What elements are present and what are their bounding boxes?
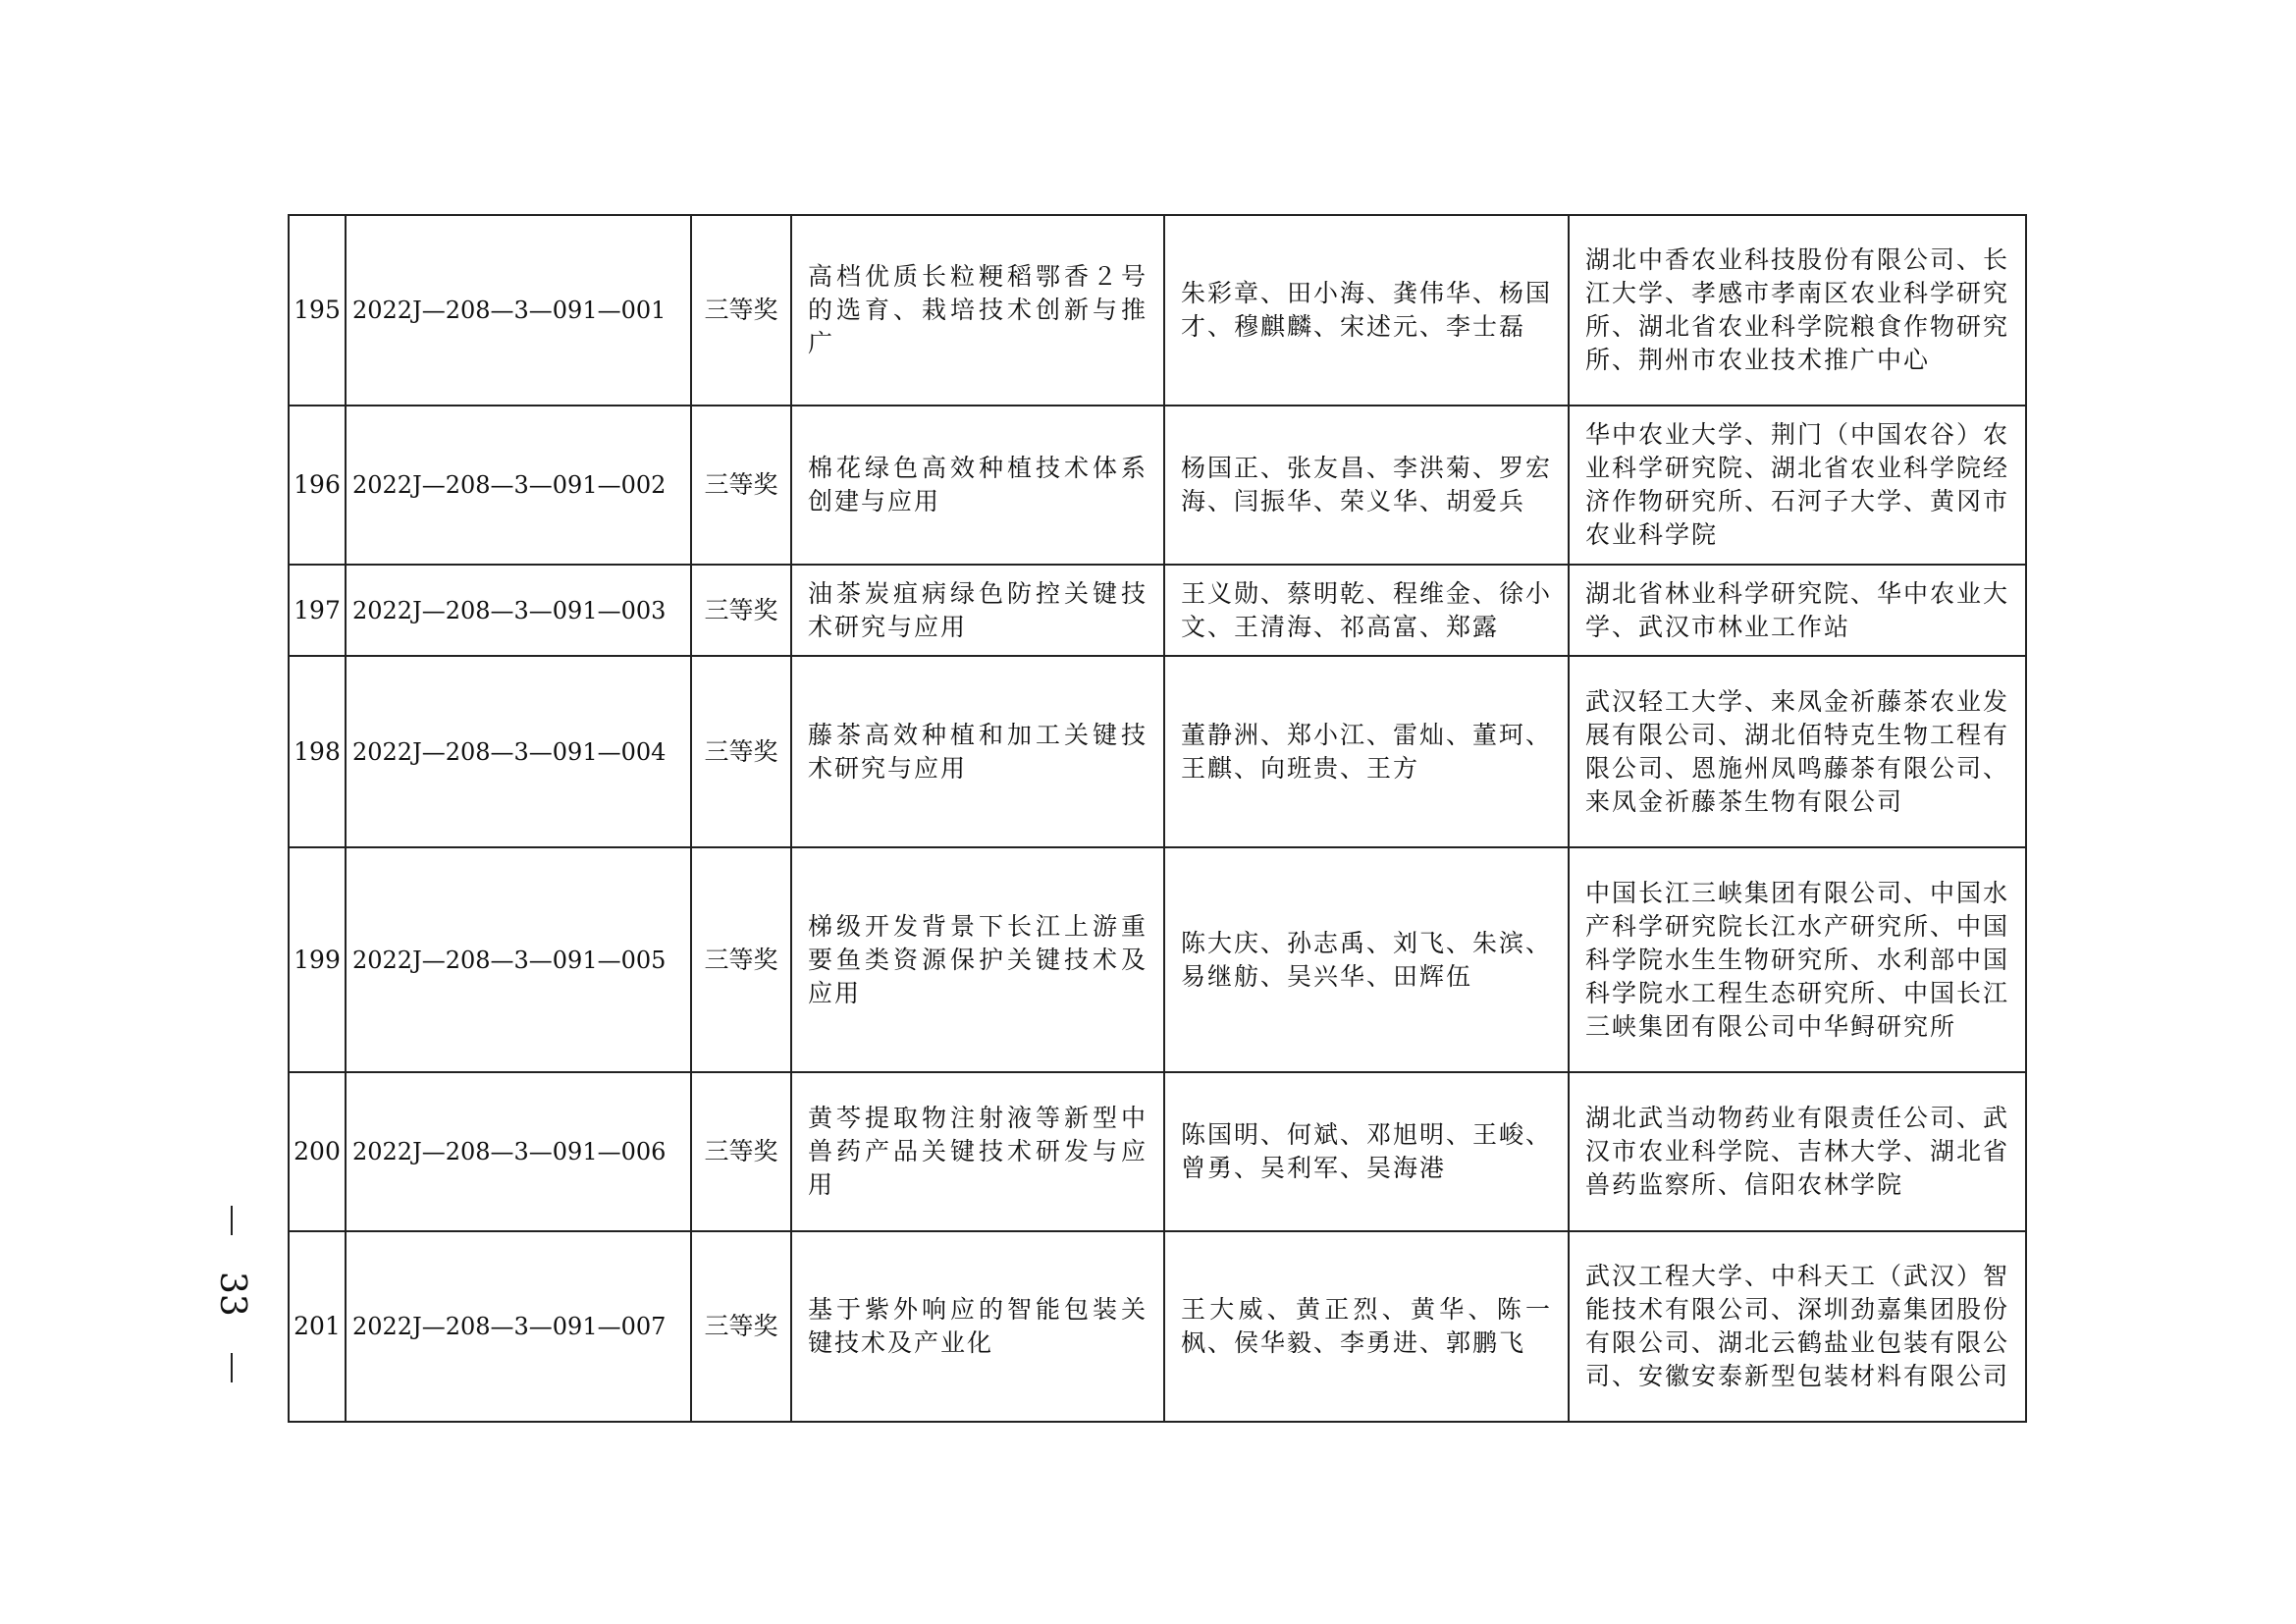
row-number: 197 — [289, 565, 346, 656]
project-name: 梯级开发背景下长江上游重要鱼类资源保护关键技术及应用 — [791, 847, 1164, 1072]
award-grade: 三等奖 — [691, 215, 791, 406]
award-grade: 三等奖 — [691, 565, 791, 656]
institutions: 湖北武当动物药业有限责任公司、武汉市农业科学院、吉林大学、湖北省兽药监察所、信阳农林学院 — [1569, 1072, 2026, 1231]
institutions: 湖北中香农业科技股份有限公司、长江大学、孝感市孝南区农业科学研究所、湖北省农业科学院粮食作物研究所、荆州市农业技术推广中心 — [1569, 215, 2026, 406]
row-number: 200 — [289, 1072, 346, 1231]
institutions: 湖北省林业科学研究院、华中农业大学、武汉市林业工作站 — [1569, 565, 2026, 656]
table-row — [289, 847, 2026, 1072]
project-name: 基于紫外响应的智能包装关键技术及产业化 — [791, 1231, 1164, 1422]
row-number: 201 — [289, 1231, 346, 1422]
page-number-dash-bottom — [231, 1353, 233, 1382]
project-code: 2022J—208—3—091—005 — [346, 847, 691, 1072]
project-code: 2022J—208—3—091—006 — [346, 1072, 691, 1231]
contributors: 王义勋、蔡明乾、程维金、徐小文、王清海、祁高富、郑露 — [1164, 565, 1569, 656]
award-grade: 三等奖 — [691, 656, 791, 847]
contributors: 陈国明、何斌、邓旭明、王峻、曾勇、吴利军、吴海港 — [1164, 1072, 1569, 1231]
page-number-text: 33 — [212, 1272, 252, 1317]
project-name: 高档优质长粒粳稻鄂香２号的选育、栽培技术创新与推广 — [791, 215, 1164, 406]
awards-table — [288, 214, 2027, 1423]
row-number: 198 — [289, 656, 346, 847]
contributors: 陈大庆、孙志禹、刘飞、朱滨、易继舫、吴兴华、田辉伍 — [1164, 847, 1569, 1072]
institutions: 华中农业大学、荆门（中国农谷）农业科学研究院、湖北省农业科学院经济作物研究所、石河子大学、黄冈市农业科学院 — [1569, 406, 2026, 565]
award-grade: 三等奖 — [691, 406, 791, 565]
table-row — [289, 406, 2026, 565]
institutions: 武汉轻工大学、来凤金祈藤茶农业发展有限公司、湖北佰特克生物工程有限公司、恩施州凤鸣藤茶有限公司、来凤金祈藤茶生物有限公司 — [1569, 656, 2026, 847]
project-name: 黄芩提取物注射液等新型中兽药产品关键技术研发与应用 — [791, 1072, 1164, 1231]
table-row — [289, 565, 2026, 656]
institutions: 中国长江三峡集团有限公司、中国水产科学研究院长江水产研究所、中国科学院水生生物研究所、水利部中国科学院水工程生态研究所、中国长江三峡集团有限公司中华鲟研究所 — [1569, 847, 2026, 1072]
page-number — [212, 1206, 251, 1382]
contributors: 朱彩章、田小海、龚伟华、杨国才、穆麒麟、宋述元、李士磊 — [1164, 215, 1569, 406]
project-name: 藤茶高效种植和加工关键技术研究与应用 — [791, 656, 1164, 847]
project-name: 油茶炭疽病绿色防控关键技术研究与应用 — [791, 565, 1164, 656]
project-code: 2022J—208—3—091—003 — [346, 565, 691, 656]
table-row — [289, 215, 2026, 406]
table-row — [289, 1231, 2026, 1422]
project-code: 2022J—208—3—091—004 — [346, 656, 691, 847]
contributors: 杨国正、张友昌、李洪菊、罗宏海、闫振华、荣义华、胡爱兵 — [1164, 406, 1569, 565]
page-number-dash-top — [231, 1206, 233, 1235]
table-row — [289, 656, 2026, 847]
award-grade: 三等奖 — [691, 1072, 791, 1231]
award-grade: 三等奖 — [691, 1231, 791, 1422]
institutions: 武汉工程大学、中科天工（武汉）智能技术有限公司、深圳劲嘉集团股份有限公司、湖北云鹤盐业包装有限公司、安徽安泰新型包装材料有限公司 — [1569, 1231, 2026, 1422]
project-name: 棉花绿色高效种植技术体系创建与应用 — [791, 406, 1164, 565]
project-code: 2022J—208—3—091—001 — [346, 215, 691, 406]
row-number: 195 — [289, 215, 346, 406]
award-grade: 三等奖 — [691, 847, 791, 1072]
table-row — [289, 1072, 2026, 1231]
project-code: 2022J—208—3—091—002 — [346, 406, 691, 565]
row-number: 199 — [289, 847, 346, 1072]
contributors: 王大威、黄正烈、黄华、陈一枫、侯华毅、李勇进、郭鹏飞 — [1164, 1231, 1569, 1422]
row-number: 196 — [289, 406, 346, 565]
contributors: 董静洲、郑小江、雷灿、董珂、王麒、向班贵、王方 — [1164, 656, 1569, 847]
project-code: 2022J—208—3—091—007 — [346, 1231, 691, 1422]
